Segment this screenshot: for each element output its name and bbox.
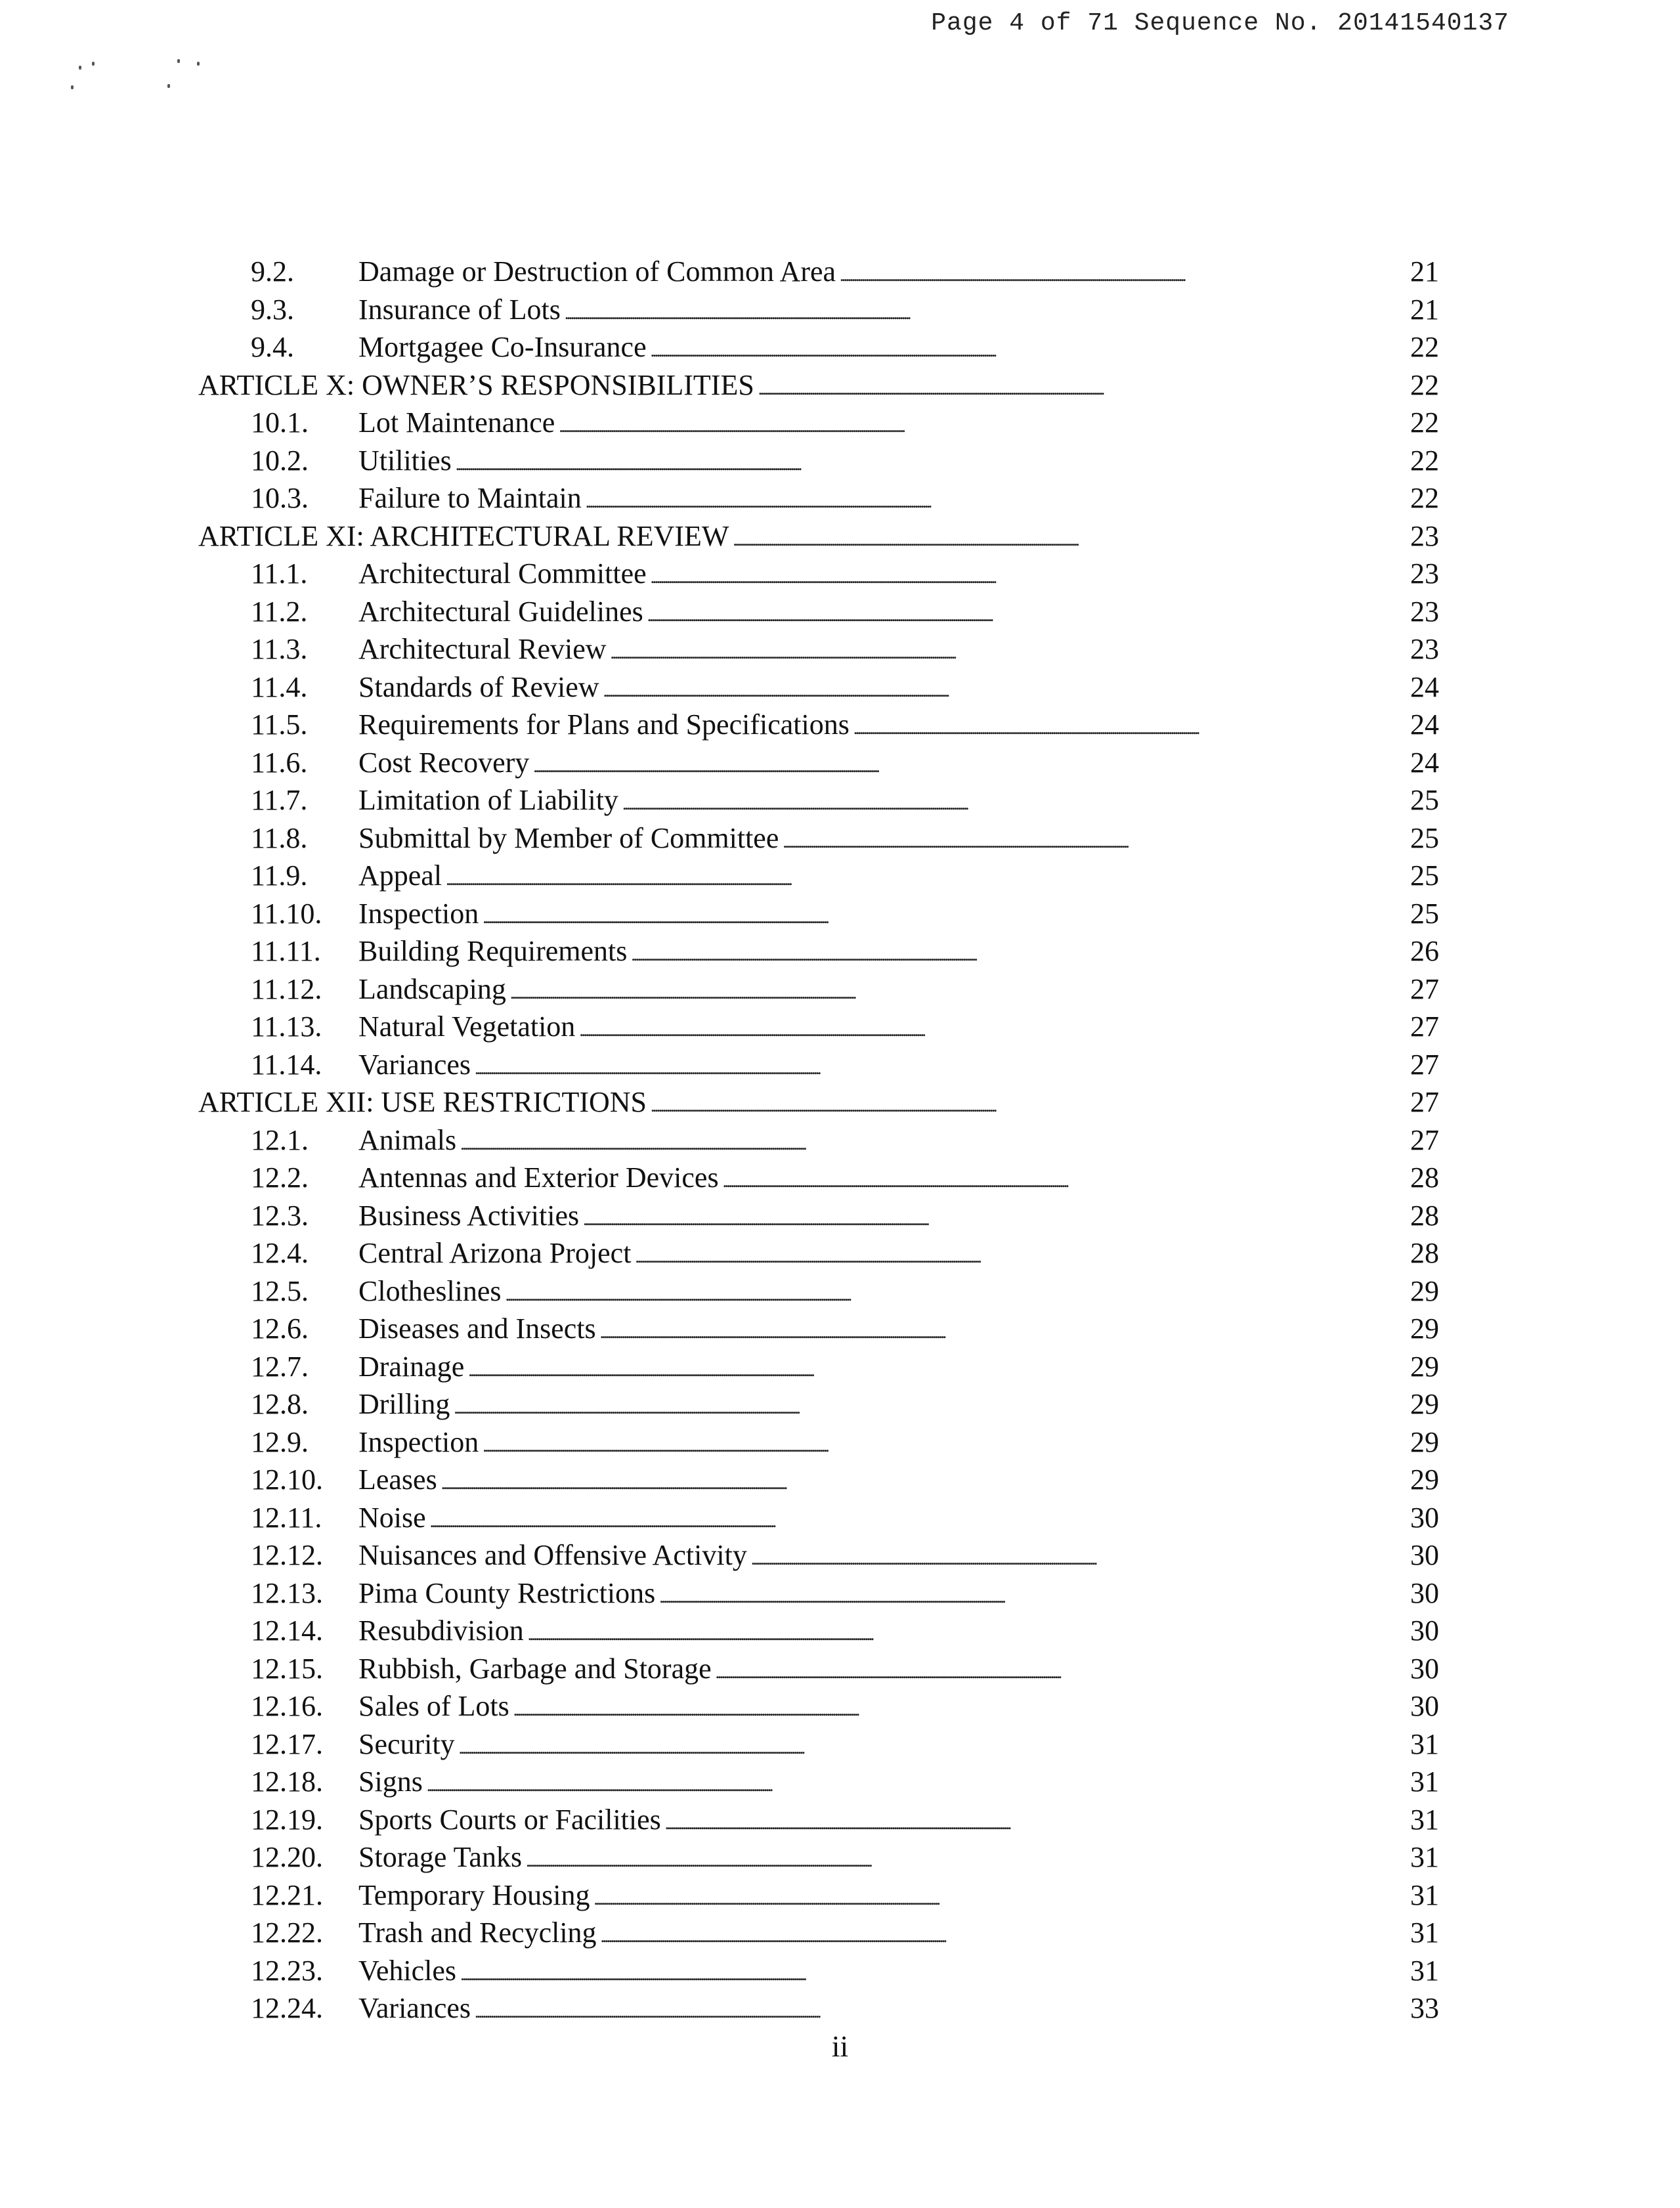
- toc-page-number: 30: [1410, 1690, 1439, 1722]
- toc-dot-leader: [659, 1574, 1406, 1616]
- footer-page-number: ii: [831, 2029, 849, 2063]
- toc-page-number: 28: [1410, 1161, 1439, 1194]
- toc-page-number: 31: [1410, 1954, 1439, 1987]
- toc-section-title: Variances: [358, 1048, 471, 1081]
- toc-section-title: Noise: [358, 1501, 426, 1534]
- toc-dot-leader: [483, 1423, 1406, 1465]
- toc-article-title: ARTICLE XII: USE RESTRICTIONS: [198, 1086, 647, 1118]
- toc-section-row: [198, 781, 1439, 819]
- toc-section-title: Sales of Lots: [358, 1690, 509, 1722]
- toc-dot-leader: [579, 1008, 1406, 1050]
- toc-page-number: 23: [1410, 557, 1439, 590]
- toc-section-row: [198, 1423, 1439, 1461]
- toc-dot-leader: [528, 1612, 1406, 1654]
- toc-dot-leader: [783, 819, 1406, 861]
- toc-page-number: 31: [1410, 1916, 1439, 1949]
- toc-page-number: 31: [1410, 1878, 1439, 1911]
- toc-section-title: Natural Vegetation: [358, 1010, 576, 1043]
- toc-section-number: 12.2.: [251, 1161, 309, 1194]
- toc-dot-leader: [526, 1838, 1406, 1880]
- toc-section-title: Appeal: [358, 859, 442, 892]
- toc-dot-leader: [600, 1310, 1406, 1352]
- toc-page-number: 29: [1410, 1350, 1439, 1383]
- toc-section-title: Failure to Maintain: [358, 482, 582, 514]
- speck: [79, 66, 81, 70]
- toc-dot-leader: [533, 744, 1406, 786]
- toc-section-row: [198, 1989, 1439, 2027]
- toc-page-number: 24: [1410, 670, 1439, 703]
- toc-page-number: 24: [1410, 746, 1439, 779]
- toc-section-number: 11.14.: [251, 1048, 322, 1081]
- toc-section-number: 11.3.: [251, 633, 308, 665]
- toc-page-number: 31: [1410, 1803, 1439, 1836]
- toc-section-row: [198, 1234, 1439, 1272]
- toc-section-row: [198, 1348, 1439, 1386]
- toc-section-number: 12.17.: [251, 1727, 323, 1760]
- toc-page-number: 25: [1410, 897, 1439, 930]
- toc-section-number: 12.14.: [251, 1614, 323, 1647]
- toc-section-number: 12.20.: [251, 1841, 323, 1873]
- toc-section-title: Central Arizona Project: [358, 1237, 632, 1269]
- toc-page-number: 27: [1410, 1048, 1439, 1081]
- toc-page-number: 30: [1410, 1614, 1439, 1647]
- toc-page-number: 25: [1410, 821, 1439, 854]
- toc-section-row: [198, 1499, 1439, 1537]
- toc-section-number: 11.7.: [251, 784, 308, 816]
- toc-dot-leader: [635, 1234, 1406, 1276]
- toc-page-number: 28: [1410, 1237, 1439, 1269]
- toc-section-title: Rubbish, Garbage and Storage: [358, 1652, 712, 1685]
- toc-section-number: 11.12.: [251, 972, 322, 1005]
- toc-dot-leader: [460, 1952, 1406, 1994]
- toc-page-number: 33: [1410, 1992, 1439, 2024]
- toc-dot-leader: [840, 253, 1406, 295]
- toc-section-title: Diseases and Insects: [358, 1312, 596, 1345]
- toc-section-title: Business Activities: [358, 1199, 580, 1232]
- toc-page-number: 26: [1410, 935, 1439, 967]
- toc-section-row: [198, 253, 1439, 291]
- toc-section-number: 12.9.: [251, 1425, 309, 1458]
- toc-section-row: [198, 1159, 1439, 1197]
- toc-page-number: 25: [1410, 784, 1439, 816]
- toc-section-row: [198, 442, 1439, 480]
- toc-page-number: 22: [1410, 444, 1439, 477]
- toc-dot-leader: [622, 781, 1406, 823]
- toc-page-number: 27: [1410, 1086, 1439, 1118]
- toc-dot-leader: [510, 970, 1406, 1012]
- toc-section-number: 10.1.: [251, 406, 309, 439]
- toc-section-title: Building Requirements: [358, 935, 628, 967]
- toc-page-number: 28: [1410, 1199, 1439, 1232]
- toc-page-number: 31: [1410, 1765, 1439, 1798]
- toc-dot-leader: [441, 1461, 1406, 1503]
- toc-section-row: [198, 1876, 1439, 1915]
- toc-section-row: [198, 1272, 1439, 1310]
- toc-section-title: Vehicles: [358, 1954, 457, 1987]
- toc-dot-leader: [475, 1046, 1406, 1088]
- toc-section-row: [198, 895, 1439, 933]
- toc-section-row: [198, 819, 1439, 857]
- toc-section-number: 11.11.: [251, 935, 321, 967]
- speck: [177, 59, 180, 63]
- toc-section-row: [198, 291, 1439, 329]
- toc-dot-leader: [506, 1272, 1406, 1314]
- toc-page-number: 29: [1410, 1463, 1439, 1496]
- toc-dot-leader: [430, 1499, 1406, 1541]
- toc-dot-leader: [456, 442, 1406, 484]
- toc-section-row: [198, 1952, 1439, 1990]
- toc-section-title: Variances: [358, 1992, 471, 2024]
- toc-section-number: 12.8.: [251, 1388, 309, 1420]
- toc-section-number: 11.2.: [251, 595, 308, 628]
- toc-section-number: 12.16.: [251, 1690, 323, 1722]
- toc-section-number: 11.4.: [251, 670, 308, 703]
- toc-section-row: [198, 1725, 1439, 1764]
- toc-dot-leader: [603, 668, 1406, 710]
- toc-article-row: [198, 517, 1439, 555]
- toc-section-number: 11.8.: [251, 821, 308, 854]
- toc-section-row: [198, 706, 1439, 744]
- toc-section-title: Architectural Guidelines: [358, 595, 643, 628]
- toc-section-row: [198, 1536, 1439, 1574]
- toc-section-row: [198, 932, 1439, 970]
- toc-dot-leader: [475, 1989, 1406, 2031]
- toc-page-number: 23: [1410, 519, 1439, 552]
- toc-section-title: Limitation of Liability: [358, 784, 618, 816]
- toc-section-number: 11.6.: [251, 746, 308, 779]
- toc-page-number: 31: [1410, 1727, 1439, 1760]
- toc-page-number: 29: [1410, 1312, 1439, 1345]
- toc-article-row: [198, 366, 1439, 404]
- toc-dot-leader: [647, 593, 1406, 635]
- toc-section-row: [198, 1310, 1439, 1348]
- toc-article-title: ARTICLE XI: ARCHITECTURAL REVIEW: [198, 519, 729, 552]
- toc-section-row: [198, 479, 1439, 517]
- toc-dot-leader: [631, 932, 1406, 974]
- toc-dot-leader: [586, 479, 1406, 521]
- toc-section-row: [198, 1121, 1439, 1159]
- toc-page-number: 22: [1410, 482, 1439, 514]
- toc-section-row: [198, 970, 1439, 1008]
- toc-section-title: Mortgagee Co-Insurance: [358, 331, 647, 363]
- toc-section-title: Pima County Restrictions: [358, 1576, 656, 1609]
- toc-dot-leader: [651, 1083, 1406, 1125]
- toc-section-title: Architectural Review: [358, 633, 607, 665]
- toc-dot-leader: [459, 1725, 1406, 1767]
- toc-section-number: 11.13.: [251, 1010, 322, 1043]
- toc-section-number: 12.7.: [251, 1350, 309, 1383]
- toc-section-title: Temporary Housing: [358, 1878, 590, 1911]
- speck: [167, 84, 170, 88]
- toc-page-number: 25: [1410, 859, 1439, 892]
- toc-page-number: 23: [1410, 633, 1439, 665]
- toc-section-row: [198, 593, 1439, 631]
- scan-specks: [66, 59, 223, 98]
- toc-page-number: 21: [1410, 293, 1439, 326]
- toc-section-row: [198, 1838, 1439, 1876]
- toc-section-title: Inspection: [358, 897, 479, 930]
- toc-section-number: 10.3.: [251, 482, 309, 514]
- toc-page-number: 22: [1410, 406, 1439, 439]
- toc-section-number: 12.22.: [251, 1916, 323, 1949]
- toc-section-title: Lot Maintenance: [358, 406, 555, 439]
- toc-section-title: Leases: [358, 1463, 437, 1496]
- toc-section-row: [198, 857, 1439, 895]
- toc-section-title: Storage Tanks: [358, 1841, 523, 1873]
- toc-section-title: Architectural Committee: [358, 557, 647, 590]
- toc-section-title: Security: [358, 1727, 455, 1760]
- toc-page-number: 30: [1410, 1652, 1439, 1685]
- toc-dot-leader: [758, 366, 1406, 408]
- toc-page-number: 30: [1410, 1539, 1439, 1571]
- toc-section-row: [198, 404, 1439, 442]
- toc-page-number: 22: [1410, 331, 1439, 363]
- toc-section-number: 12.23.: [251, 1954, 323, 1987]
- toc-section-row: [198, 1650, 1439, 1688]
- toc-section-row: [198, 1914, 1439, 1952]
- toc-section-number: 11.1.: [251, 557, 308, 590]
- toc-page-number: 29: [1410, 1388, 1439, 1420]
- toc-page-number: 21: [1410, 255, 1439, 288]
- toc-section-title: Sports Courts or Facilities: [358, 1803, 661, 1836]
- toc-dot-leader: [716, 1650, 1406, 1692]
- toc-section-row: [198, 668, 1439, 706]
- toc-section-number: 12.15.: [251, 1652, 323, 1685]
- toc-section-row: [198, 630, 1439, 668]
- toc-section-number: 12.24.: [251, 1992, 323, 2024]
- toc-dot-leader: [651, 328, 1406, 370]
- page-header: Page 4 of 71 Sequence No. 20141540137: [931, 9, 1509, 37]
- toc-section-title: Inspection: [358, 1425, 479, 1458]
- toc-section-number: 12.13.: [251, 1576, 323, 1609]
- toc-section-row: [198, 328, 1439, 366]
- toc-section-row: [198, 1197, 1439, 1235]
- toc-article-title: ARTICLE X: OWNER’S RESPONSIBILITIES: [198, 368, 754, 401]
- toc-section-number: 12.3.: [251, 1199, 309, 1232]
- toc-section-title: Utilities: [358, 444, 452, 477]
- toc-section-title: Signs: [358, 1765, 423, 1798]
- toc-section-title: Submittal by Member of Committee: [358, 821, 779, 854]
- toc-section-title: Drainage: [358, 1350, 465, 1383]
- toc-section-number: 12.18.: [251, 1765, 323, 1798]
- toc-section-number: 12.1.: [251, 1123, 309, 1156]
- toc-page-number: 23: [1410, 595, 1439, 628]
- toc-section-number: 11.10.: [251, 897, 322, 930]
- toc-dot-leader: [513, 1687, 1406, 1729]
- toc-section-row: [198, 744, 1439, 782]
- toc-section-number: 12.19.: [251, 1803, 323, 1836]
- toc-page-number: 29: [1410, 1425, 1439, 1458]
- toc-section-row: [198, 1763, 1439, 1801]
- speck: [71, 85, 74, 89]
- toc-section-title: Antennas and Exterior Devices: [358, 1161, 719, 1194]
- toc-article-row: [198, 1083, 1439, 1121]
- toc-section-title: Requirements for Plans and Specifications: [358, 708, 850, 741]
- toc-section-title: Standards of Review: [358, 670, 599, 703]
- toc-dot-leader: [483, 895, 1406, 937]
- toc-dot-leader: [446, 857, 1406, 899]
- toc-page-number: 27: [1410, 1123, 1439, 1156]
- toc-section-title: Trash and Recycling: [358, 1916, 597, 1949]
- table-of-contents: [198, 253, 1439, 2027]
- toc-section-number: 11.9.: [251, 859, 308, 892]
- toc-section-number: 12.21.: [251, 1878, 323, 1911]
- toc-section-number: 9.3.: [251, 293, 294, 326]
- toc-section-title: Cost Recovery: [358, 746, 530, 779]
- toc-section-title: Drilling: [358, 1388, 450, 1420]
- toc-section-row: [198, 555, 1439, 593]
- toc-section-title: Insurance of Lots: [358, 293, 561, 326]
- toc-dot-leader: [565, 291, 1406, 333]
- toc-section-number: 12.12.: [251, 1539, 323, 1571]
- toc-section-title: Animals: [358, 1123, 457, 1156]
- toc-dot-leader: [853, 706, 1406, 748]
- toc-page-number: 29: [1410, 1274, 1439, 1307]
- toc-dot-leader: [468, 1348, 1406, 1390]
- toc-dot-leader: [751, 1536, 1406, 1578]
- toc-section-number: 11.5.: [251, 708, 308, 741]
- toc-section-row: [198, 1461, 1439, 1499]
- toc-dot-leader: [583, 1197, 1406, 1239]
- toc-section-number: 12.10.: [251, 1463, 323, 1496]
- toc-page-number: 30: [1410, 1576, 1439, 1609]
- toc-section-number: 12.11.: [251, 1501, 322, 1534]
- toc-dot-leader: [651, 555, 1406, 597]
- toc-section-row: [198, 1612, 1439, 1650]
- toc-section-number: 10.2.: [251, 444, 309, 477]
- toc-section-number: 9.4.: [251, 331, 294, 363]
- toc-section-row: [198, 1385, 1439, 1423]
- toc-section-title: Nuisances and Offensive Activity: [358, 1539, 747, 1571]
- toc-dot-leader: [427, 1763, 1406, 1805]
- toc-page-number: 22: [1410, 368, 1439, 401]
- toc-section-row: [198, 1046, 1439, 1084]
- toc-dot-leader: [601, 1914, 1406, 1956]
- speck: [92, 62, 95, 66]
- speck: [197, 62, 200, 66]
- toc-dot-leader: [559, 404, 1406, 446]
- toc-section-title: Resubdivision: [358, 1614, 524, 1647]
- toc-dot-leader: [460, 1121, 1406, 1163]
- toc-page-number: 27: [1410, 972, 1439, 1005]
- toc-section-number: 12.5.: [251, 1274, 309, 1307]
- toc-dot-leader: [594, 1876, 1406, 1918]
- toc-page-number: 24: [1410, 708, 1439, 741]
- toc-page-number: 30: [1410, 1501, 1439, 1534]
- toc-dot-leader: [611, 630, 1406, 672]
- toc-section-title: Landscaping: [358, 972, 506, 1005]
- toc-page-number: 27: [1410, 1010, 1439, 1043]
- toc-page-number: 31: [1410, 1841, 1439, 1873]
- toc-section-row: [198, 1574, 1439, 1613]
- toc-section-title: Clotheslines: [358, 1274, 502, 1307]
- toc-dot-leader: [723, 1159, 1406, 1201]
- toc-dot-leader: [733, 517, 1406, 559]
- toc-section-row: [198, 1801, 1439, 1839]
- toc-section-number: 12.4.: [251, 1237, 309, 1269]
- toc-section-title: Damage or Destruction of Common Area: [358, 255, 836, 288]
- toc-section-row: [198, 1008, 1439, 1046]
- toc-section-number: 12.6.: [251, 1312, 309, 1345]
- toc-dot-leader: [665, 1801, 1406, 1843]
- toc-dot-leader: [454, 1385, 1406, 1427]
- toc-section-row: [198, 1687, 1439, 1725]
- toc-section-number: 9.2.: [251, 255, 294, 288]
